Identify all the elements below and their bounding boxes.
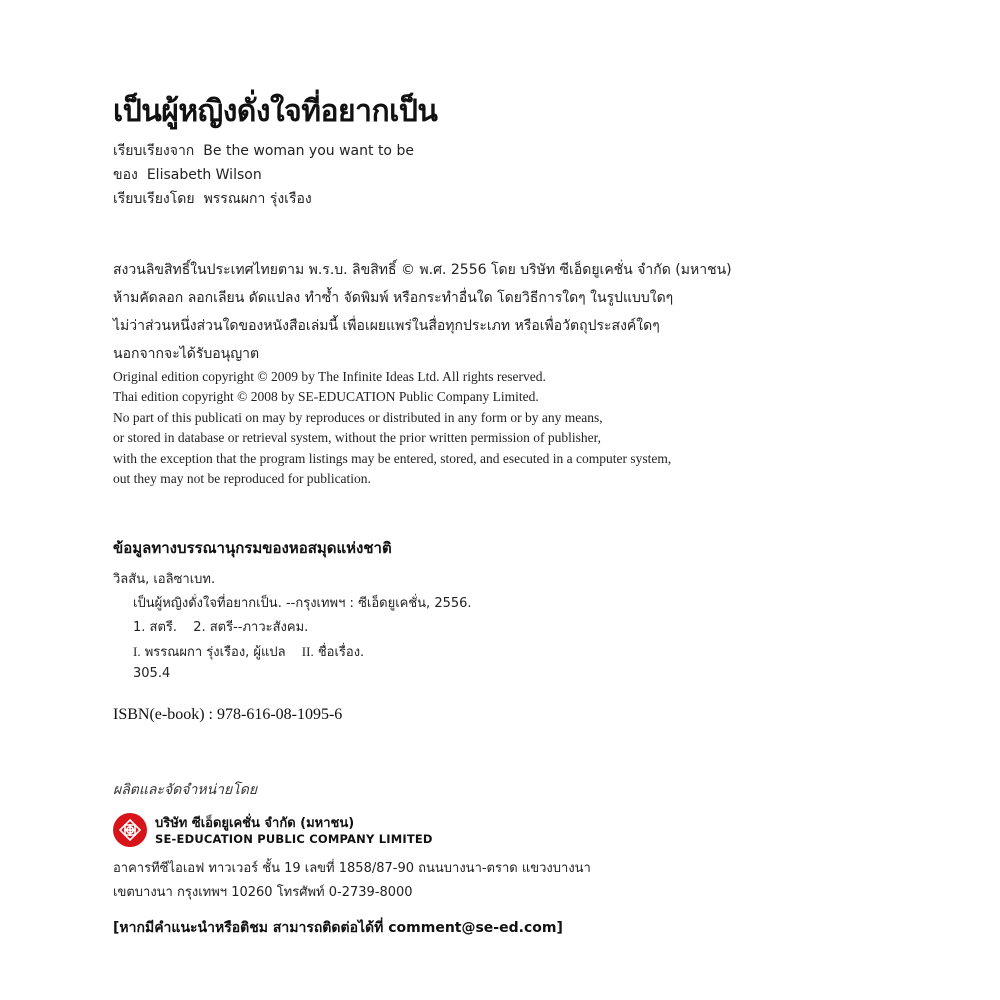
cip-added-number: II. — [301, 644, 314, 659]
meta-value: Elisabeth Wilson — [146, 167, 262, 183]
cip-added-entry: ชื่อเรื่อง. — [317, 645, 365, 660]
cip-subject: สตรี. — [149, 620, 178, 635]
isbn: ISBN(e-book) : 978-616-08-1095-6 — [113, 706, 343, 723]
contact-note: [หากมีคำแนะนำหรือติชม สามารถติดต่อได้ที่ comment@se-ed.com] — [113, 920, 563, 936]
company-name-en: SE-EDUCATION PUBLIC COMPANY LIMITED — [155, 832, 433, 846]
cip-added-entry: พรรณผกา รุ่งเรือง, ผู้แปล — [144, 645, 286, 660]
cip-heading: ข้อมูลทางบรรณานุกรมของหอสมุดแห่งชาติ — [113, 539, 392, 557]
cip-subject-number: 2. — [193, 620, 206, 635]
meta-translator — [113, 188, 312, 210]
cip-subject-number: 1. — [133, 620, 146, 635]
cip-added-entries — [133, 641, 364, 662]
company-name-th: บริษัท ซีเอ็ดยูเคชั่น จำกัด (มหาชน) — [155, 816, 355, 831]
address-line: เขตบางนา กรุงเทพฯ 10260 โทรศัพท์ 0-2739-8000 — [113, 885, 413, 900]
copyright-th-line: ห้ามคัดลอก ลอกเลียน ดัดแปลง ทำซ้ำ จัดพิมพ์ หรือกระทำอื่นใด โดยวิธีการใดๆ ในรูปแบบใดๆ — [113, 290, 674, 306]
se-ed-logo-icon — [113, 813, 147, 847]
copyright-th-line: ไม่ว่าส่วนหนึ่งส่วนใดของหนังสือเล่มนี้ เพื่อเผยแพร่ในสื่อทุกประเภท หรือเพื่อวัตถุประสงค์ใดๆ — [113, 318, 660, 334]
cip-class-number: 305.4 — [133, 666, 171, 681]
cip-subject: สตรี--ภาวะสังคม. — [209, 620, 309, 635]
copyright-en-line: Thai edition copyright © 2008 by SE-EDUCATION Public Company Limited. — [113, 389, 539, 404]
meta-label: เรียบเรียงโดย — [113, 191, 195, 207]
meta-label: ของ — [113, 167, 138, 183]
copyright-en-line: out they may not be reproduced for publication. — [113, 471, 371, 486]
cip-author: วิลสัน, เอลิซาเบท. — [113, 572, 216, 587]
copyright-th-line: สงวนลิขสิทธิ์ในประเทศไทยตาม พ.ร.บ. ลิขสิทธิ์ © พ.ศ. 2556 โดย บริษัท ซีเอ็ดยูเคชั่น จำกัด (มหาชน) — [113, 262, 732, 278]
copyright-en-line: Original edition copyright © 2009 by The Infinite Ideas Ltd. All rights reserved. — [113, 369, 546, 384]
book-title: เป็นผู้หญิงดั่งใจที่อยากเป็น — [113, 94, 438, 129]
copyright-th-line: นอกจากจะได้รับอนุญาต — [113, 346, 260, 362]
distributor-heading: ผลิตและจัดจำหน่ายโดย — [113, 782, 258, 798]
cip-added-number: I. — [133, 644, 141, 659]
meta-value: Be the woman you want to be — [203, 143, 414, 159]
cip-book: เป็นผู้หญิงดั่งใจที่อยากเป็น. --กรุงเทพฯ : ซีเอ็ดยูเคชั่น, 2556. — [133, 596, 472, 611]
copyright-en-line: No part of this publicati on may by reproduces or distributed in any form or by any means, — [113, 410, 603, 425]
meta-label: เรียบเรียงจาก — [113, 143, 195, 159]
cip-subjects — [133, 616, 308, 637]
copyright-en-line: with the exception that the program listings may be entered, stored, and esecuted in a computer system, — [113, 451, 672, 466]
copyright-en-line: or stored in database or retrieval system, without the prior written permission of publisher, — [113, 430, 601, 445]
meta-original-title — [113, 140, 414, 162]
address-line: อาคารทีซีไอเอฟ ทาวเวอร์ ชั้น 19 เลขที่ 1858/87-90 ถนนบางนา-ตราด แขวงบางนา — [113, 861, 591, 876]
meta-author — [113, 164, 262, 186]
meta-value: พรรณผกา รุ่งเรือง — [203, 191, 312, 207]
